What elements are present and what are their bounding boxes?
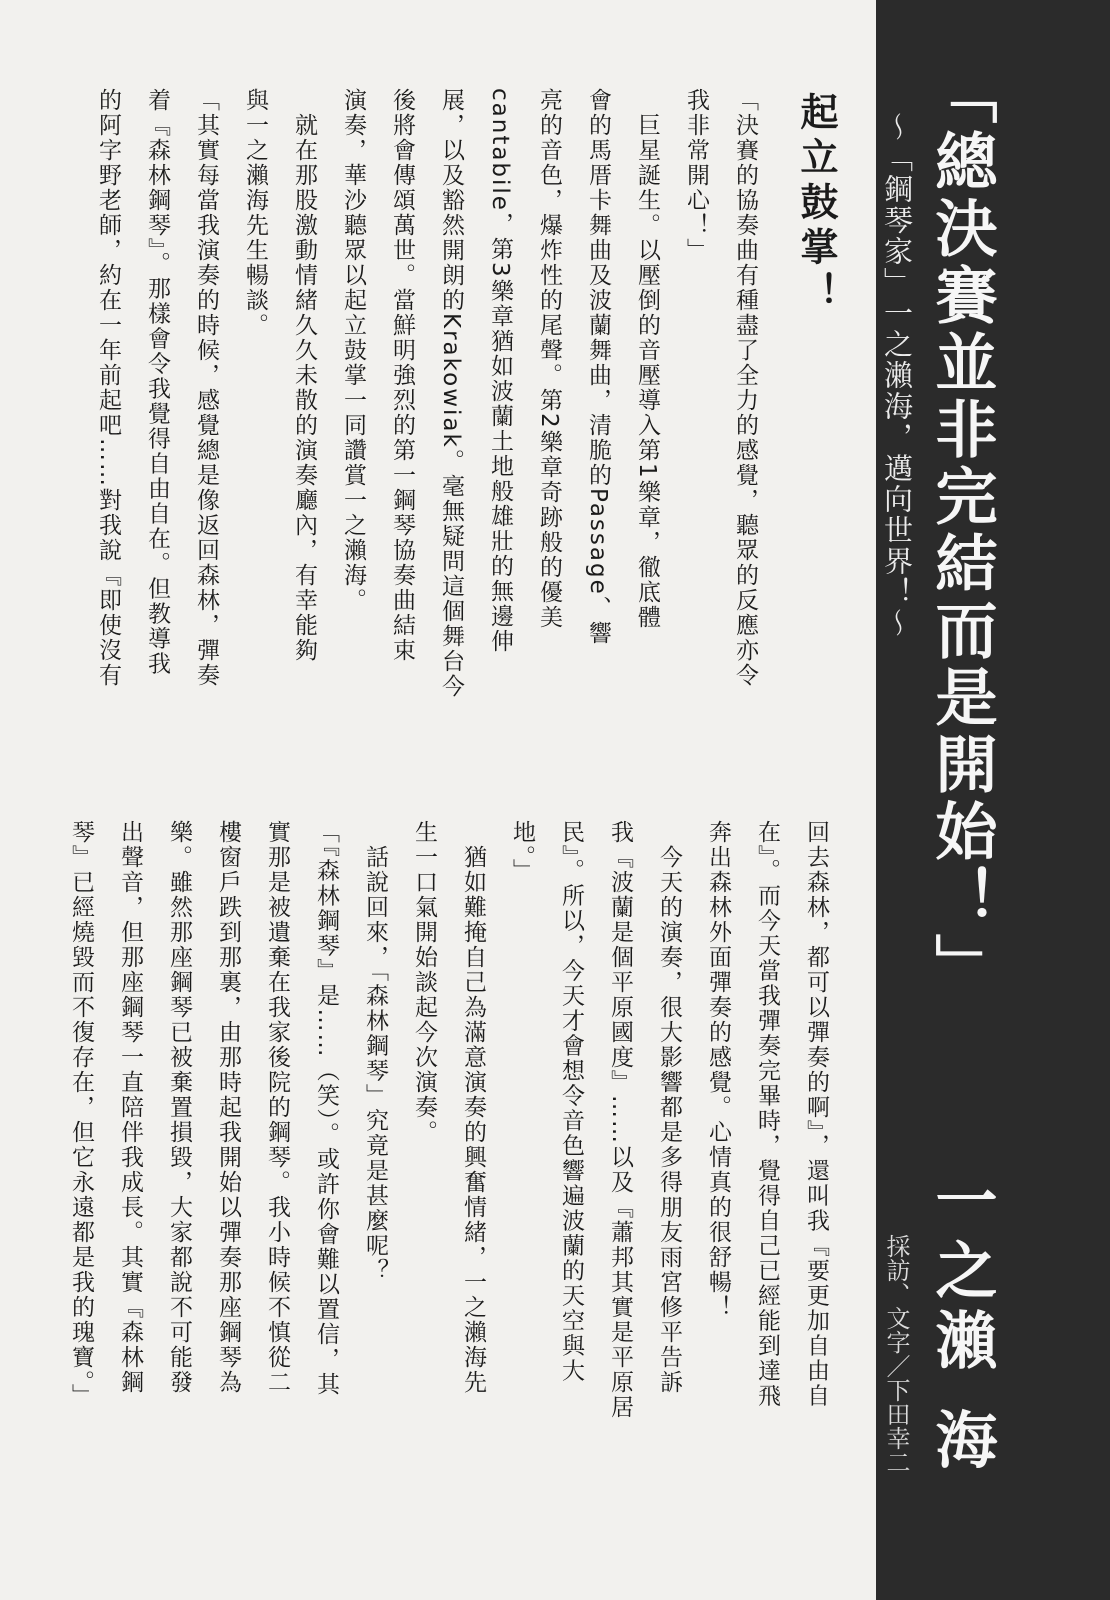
text-line: 着『森林鋼琴』。那樣會令我覺得自由自在。但教導我 — [144, 88, 170, 677]
subtitle: ～「鋼琴家」一之瀨海，邁向世界！～ — [880, 112, 914, 639]
text-line: 樂。雖然那座鋼琴已被棄置損毀，大家都說不可能發 — [166, 820, 192, 1395]
person-name: 一之瀨 海 — [925, 1168, 998, 1478]
text-line: 回去森林，都可以彈奏的啊』，還叫我『要更加自由自 — [803, 820, 829, 1409]
text-line: 就在那股激動情緒久久未散的演奏廳內，有幸能夠 — [291, 88, 317, 663]
text-line: 猶如難掩自己為滿意演奏的興奮情緒，一之瀨海先 — [460, 820, 486, 1395]
text-line: 我『波蘭是個平原國度』……以及『蕭邦其實是平原居 — [607, 820, 633, 1420]
text-line: 「其實每當我演奏的時候，感覺總是像返回森林，彈奏 — [193, 88, 219, 688]
text-line: 生一口氣開始談起今次演奏。 — [411, 820, 437, 1145]
text-line: 的阿字野老師，約在一年前起吧……對我說『即使沒有 — [95, 88, 121, 688]
text-line: 會的馬厝卡舞曲及波蘭舞曲，清脆的Passage、響 — [585, 88, 611, 646]
text-line: 後將會傳頌萬世。當鮮明強烈的第一鋼琴協奏曲結束 — [389, 88, 415, 663]
section-heading: 起立鼓掌！ — [794, 92, 838, 317]
text-line: cantabile，第3樂章猶如波蘭土地般雄壯的無邊伸 — [487, 88, 513, 654]
article-top-section — [60, 88, 840, 778]
text-line: 巨星誕生。以壓倒的音壓導入第1樂章，徹底體 — [634, 88, 660, 630]
headline: 「總決賽並非完結而是開始！」 — [925, 62, 998, 1000]
text-line: 出聲音，但那座鋼琴一直陪伴我成長。其實『森林鋼 — [117, 820, 143, 1395]
text-line: 我非常開心！」 — [683, 88, 709, 263]
text-line: 展，以及豁然開朗的Krakowiak。毫無疑問這個舞台今 — [438, 88, 464, 699]
text-line: 地。」 — [509, 820, 535, 884]
article-bottom-section — [60, 820, 840, 1560]
text-line: 實那是被遺棄在我家後院的鋼琴。我小時候不慎從二 — [264, 820, 290, 1395]
text-line: 在』。而今天當我彈奏完畢時，覺得自己已經能到達飛 — [754, 820, 780, 1409]
text-line: 樓窗戶跌到那裏，由那時起我開始以彈奏那座鋼琴為 — [215, 820, 241, 1395]
text-line: 亮的音色，爆炸性的尾聲。第2樂章奇跡般的優美 — [536, 88, 562, 630]
text-line: 琴』已經燒毀而不復存在，但它永遠都是我的瑰寶。」 — [68, 820, 94, 1409]
text-line: 民』。所以，今天才會想令音色響遍波蘭的天空與大 — [558, 820, 584, 1384]
text-line: 與一之瀨海先生暢談。 — [242, 88, 268, 338]
text-line: 「決賽的協奏曲有種盡了全力的感覺，聽眾的反應亦令 — [732, 88, 758, 688]
text-line: 奔出森林外面彈奏的感覺。心情真的很舒暢！ — [705, 820, 731, 1320]
text-line: 今天的演奏，很大影響都是多得朋友雨宮修平告訴 — [656, 820, 682, 1395]
text-line: 演奏，華沙聽眾以起立鼓掌一同讚賞一之瀨海。 — [340, 88, 366, 613]
credit-line: 採訪、文字／下田幸二 — [882, 1234, 910, 1474]
text-line: 「『森林鋼琴』是……（笑）。或許你會難以置信，其 — [313, 820, 339, 1397]
text-line: 話說回來，「森林鋼琴」究竟是甚麼呢？ — [362, 820, 388, 1284]
